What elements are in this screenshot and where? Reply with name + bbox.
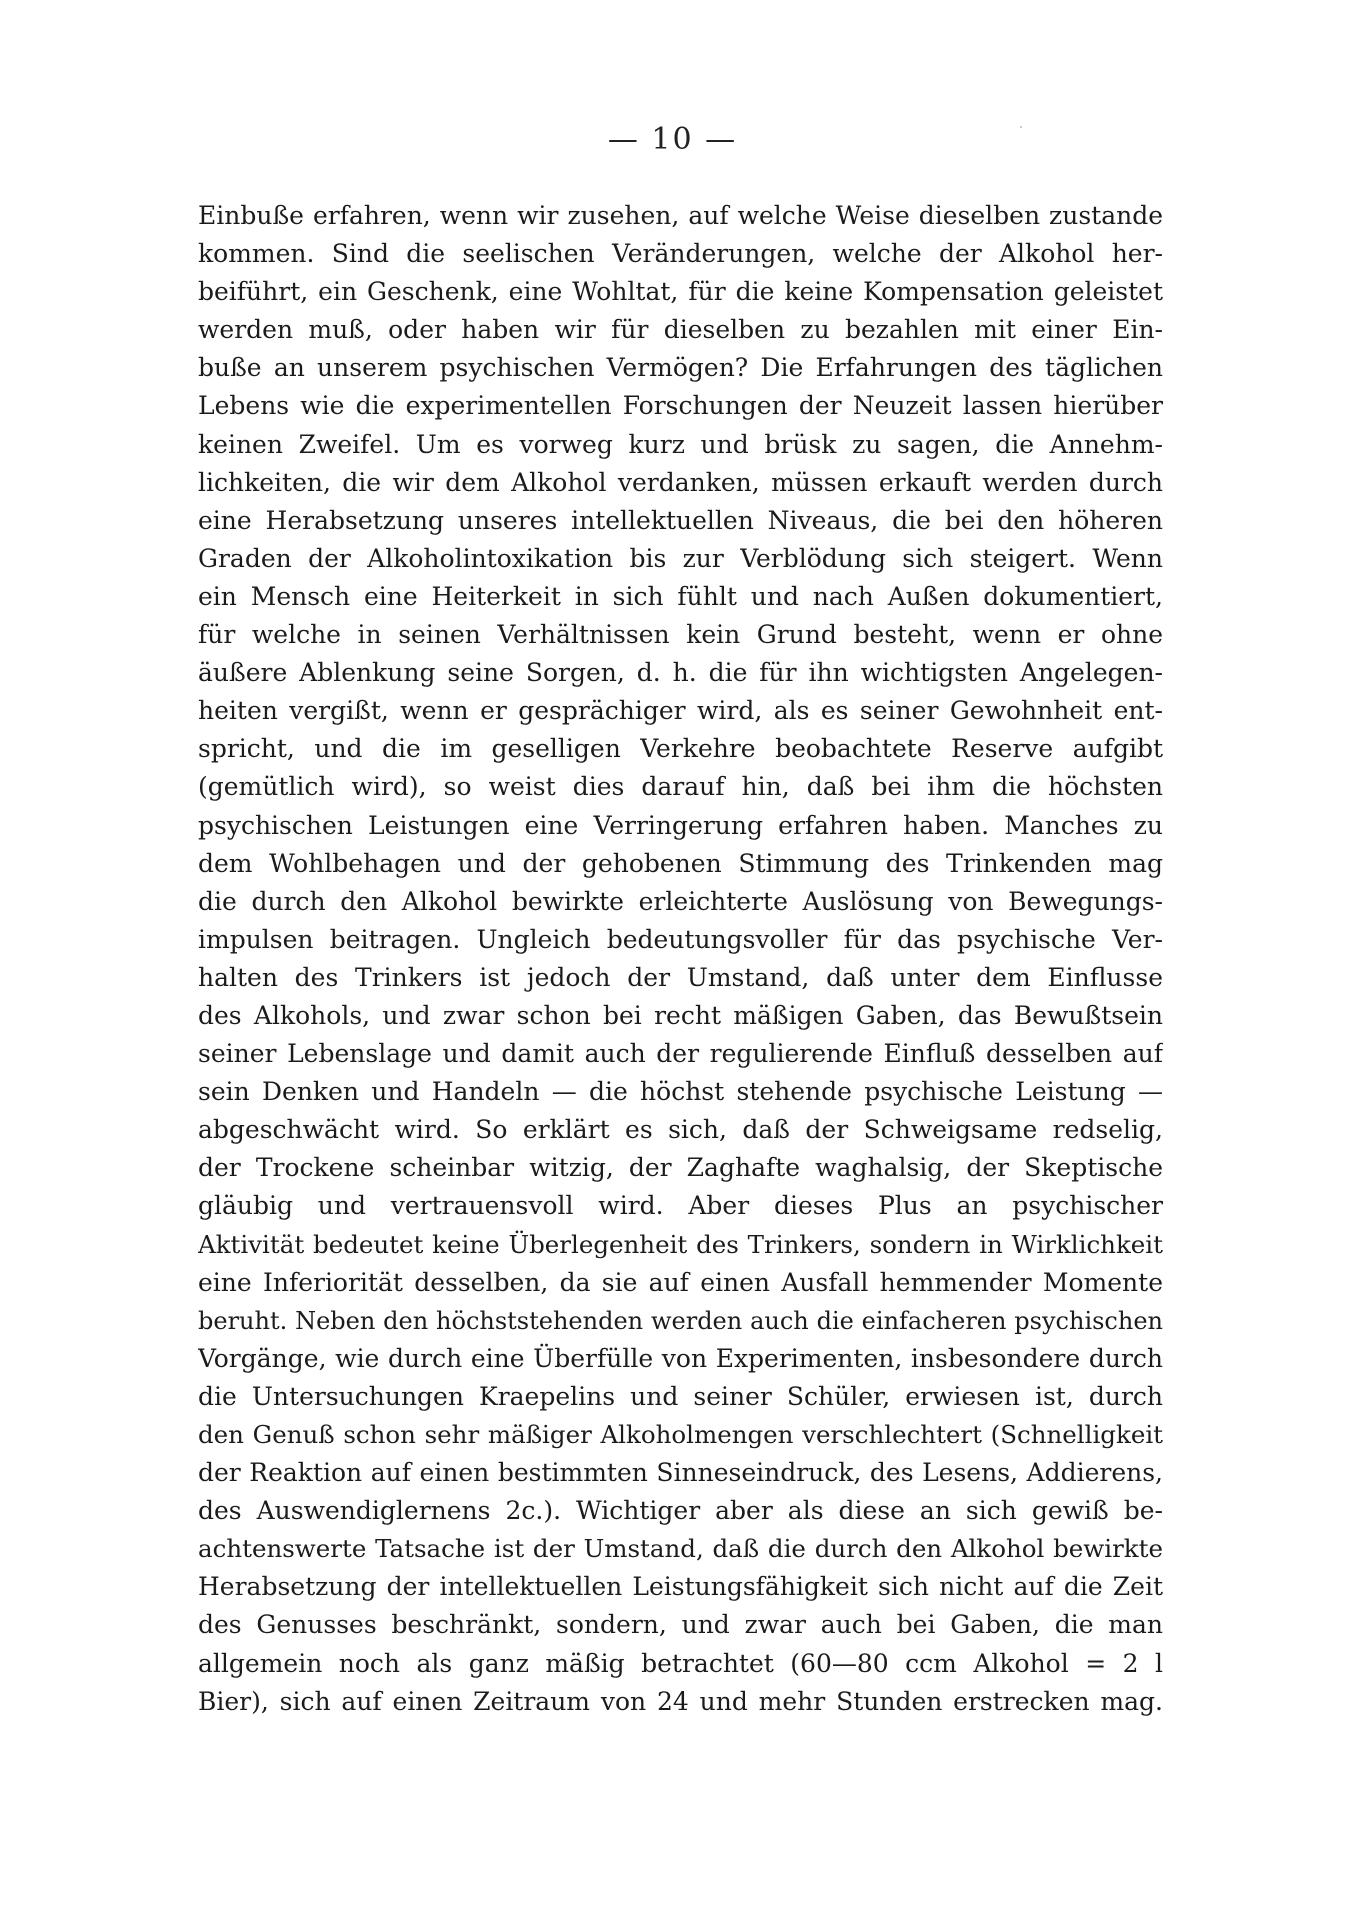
text-line: der Reaktion auf einen bestimmten Sinneseindruck, des Lesens, Addierens, — [198, 1458, 1163, 1488]
text-line: eine Inferiorität desselben, da sie auf einen Ausfall hemmender Momente — [198, 1267, 1163, 1297]
text-line: Graden der Alkoholintoxikation bis zur Verblödung sich steigert. Wenn — [198, 543, 1163, 573]
text-line: achtenswerte Tatsache ist der Umstand, daß die durch den Alkohol bewirkte — [198, 1534, 1163, 1564]
text-line: sein Denken und Handeln — die höchst stehende psychische Leistung — — [198, 1077, 1163, 1107]
text-line: keinen Zweifel. Um es vorweg kurz und brüsk zu sagen, die Annehm- — [198, 429, 1163, 459]
text-line: impulsen beitragen. Ungleich bedeutungsvoller für das psychische Ver- — [198, 924, 1163, 954]
text-line: den Genuß schon sehr mäßiger Alkoholmengen verschlechtert (Schnelligkeit — [198, 1420, 1163, 1449]
text-line: Vorgänge, wie durch eine Überfülle von Experimenten, insbesondere durch — [198, 1343, 1163, 1373]
text-line: psychischen Leistungen eine Verringerung erfahren haben. Manches zu — [198, 810, 1163, 840]
text-line: des Alkohols, und zwar schon bei recht mäßigen Gaben, das Bewußtsein — [198, 1000, 1163, 1030]
text-line: allgemein noch als ganz mäßig betrachtet (60—80 ccm Alkohol = 2 l — [198, 1648, 1163, 1678]
text-line: werden muß, oder haben wir für dieselben zu bezahlen mit einer Ein- — [198, 315, 1163, 345]
text-line: beruht. Neben den höchststehenden werden auch die einfacheren psychischen — [198, 1306, 1163, 1335]
text-line: des Genusses beschränkt, sondern, und zwar auch bei Gaben, die man — [198, 1610, 1163, 1640]
text-line: Lebens wie die experimentellen Forschungen der Neuzeit lassen hierüber — [198, 391, 1163, 421]
text-line: seiner Lebenslage und damit auch der regulierende Einfluß desselben auf — [198, 1039, 1163, 1069]
body-text — [198, 197, 1163, 1721]
text-line: Aktivität bedeutet keine Überlegenheit des Trinkers, sondern in Wirklichkeit — [198, 1229, 1163, 1259]
text-line: (gemütlich wird), so weist dies darauf hin, daß bei ihm die höchsten — [198, 772, 1163, 802]
text-line: ein Mensch eine Heiterkeit in sich fühlt und nach Außen dokumentiert, — [198, 581, 1163, 611]
text-line: Bier), sich auf einen Zeitraum von 24 und mehr Stunden erstrecken mag. — [198, 1686, 1163, 1716]
text-line: beiführt, ein Geschenk, eine Wohltat, für die keine Kompensation geleistet — [198, 277, 1163, 307]
text-line: abgeschwächt wird. So erklärt es sich, daß der Schweigsame redselig, — [198, 1115, 1163, 1145]
text-line: spricht, und die im geselligen Verkehre beobachtete Reserve aufgibt — [198, 734, 1163, 764]
text-line: gläubig und vertrauensvoll wird. Aber dieses Plus an psychischer — [198, 1191, 1163, 1221]
text-line: halten des Trinkers ist jedoch der Umstand, daß unter dem Einflusse — [198, 962, 1163, 992]
text-line: buße an unserem psychischen Vermögen? Die Erfahrungen des täglichen — [198, 353, 1163, 383]
text-line: dem Wohlbehagen und der gehobenen Stimmung des Trinkenden mag — [198, 848, 1163, 878]
text-line: Einbuße erfahren, wenn wir zusehen, auf welche Weise dieselben zustande — [198, 201, 1163, 230]
text-line: eine Herabsetzung unseres intellektuellen Niveaus, die bei den höheren — [198, 505, 1163, 535]
text-line: die Untersuchungen Kraepelins und seiner Schüler, erwiesen ist, durch — [198, 1381, 1163, 1411]
text-line: kommen. Sind die seelischen Veränderungen, welche der Alkohol her- — [198, 239, 1163, 269]
text-line: äußere Ablenkung seine Sorgen, d. h. die für ihn wichtigsten Angelegen- — [198, 658, 1163, 688]
page-number: — 10 — — [607, 122, 738, 157]
text-line: heiten vergißt, wenn er gesprächiger wird, als es seiner Gewohnheit ent- — [198, 696, 1163, 726]
text-line: lichkeiten, die wir dem Alkohol verdanken, müssen erkauft werden durch — [198, 467, 1163, 497]
text-line: der Trockene scheinbar witzig, der Zaghafte waghalsig, der Skeptische — [198, 1153, 1163, 1183]
text-line: Herabsetzung der intellektuellen Leistungsfähigkeit sich nicht auf die Zeit — [198, 1572, 1163, 1602]
text-line: des Auswendiglernens 2c.). Wichtiger aber als diese an sich gewiß be- — [198, 1496, 1163, 1526]
text-line: für welche in seinen Verhältnissen kein Grund besteht, wenn er ohne — [198, 620, 1163, 650]
text-line: die durch den Alkohol bewirkte erleichterte Auslösung von Bewegungs- — [198, 886, 1163, 916]
